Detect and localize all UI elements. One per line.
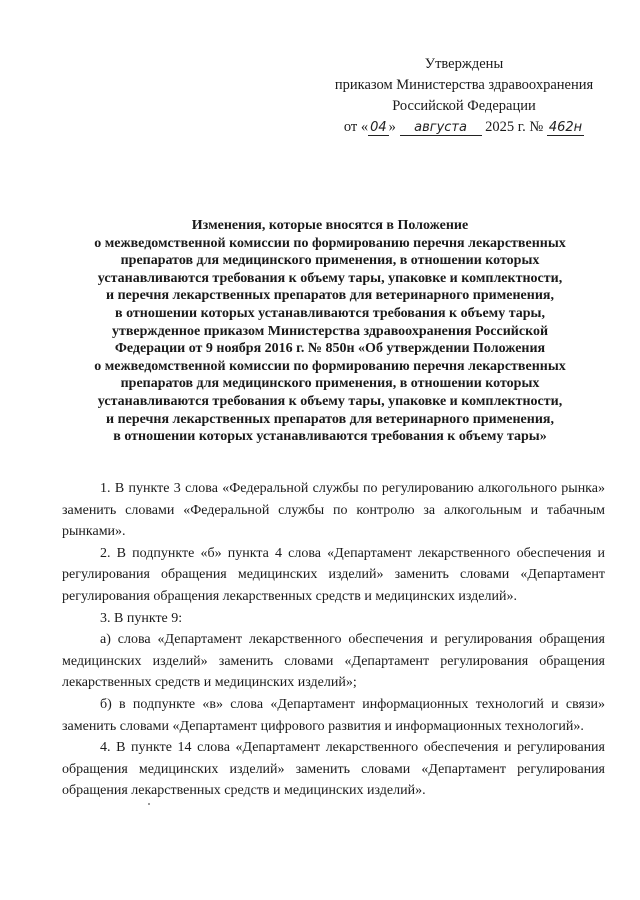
approval-line-2: приказом Министерства здравоохранения — [334, 77, 594, 93]
approval-line-1: Утверждены — [424, 56, 504, 72]
order-number-handwritten: 462н — [548, 120, 583, 135]
paragraph-3: 3. В пункте 9: — [100, 610, 183, 626]
order-day-handwritten: 04 — [370, 120, 387, 135]
title-line: устанавливаются требования к объему тары, упаковке и комплектности, — [97, 270, 563, 286]
order-mid: » — [388, 119, 396, 135]
order-line — [316, 117, 612, 138]
title-line: и перечня лекарственных препаратов для ветеринарного применения, — [106, 288, 554, 304]
title-line: о межведомственной комиссии по формированию перечня лекарственных — [94, 358, 566, 374]
paragraph-2: 2. В подпункте «б» пункта 4 слова «Департамент лекарственного обеспечения и регулирования обращения медицинских изделий» заменить словами «Департамент регулирования обращения лекарственных средств и медицинских изделий». — [62, 545, 605, 604]
document-title — [60, 217, 600, 446]
title-line: о межведомственной комиссии по формированию перечня лекарственных — [94, 235, 566, 251]
order-prefix: от « — [343, 119, 369, 135]
title-line: утвержденное приказом Министерства здравоохранения Российской — [111, 323, 549, 339]
title-line: Федерации от 9 ноября 2016 г. № 850н «Об утверждении Положения — [114, 341, 546, 357]
title-line: препаратов для медицинского применения, в отношении которых — [120, 376, 540, 392]
title-line: в отношении которых устанавливаются требования к объему тары, — [115, 305, 545, 321]
paragraph-4: 4. В пункте 14 слова «Департамент лекарственного обеспечения и регулирования обращения медицинских изделий» заменить словами «Департамент регулирования обращения лекарственных средств и медицинских изделий». — [62, 740, 605, 799]
document-body — [62, 478, 605, 802]
paragraph-3b: б) в подпункте «в» слова «Департамент информационных технологий и связи» заменить словами «Департамент цифрового развития и информационных технологий». — [62, 696, 605, 734]
approval-stamp — [316, 54, 612, 138]
scan-speck — [148, 803, 150, 805]
title-line: препаратов для медицинского применения, в отношении которых — [120, 253, 540, 269]
approval-line-3: Российской Федерации — [392, 98, 536, 114]
title-line: и перечня лекарственных препаратов для ветеринарного применения, — [106, 411, 554, 427]
order-month-handwritten: августа — [400, 120, 482, 136]
paragraph-1: 1. В пункте 3 слова «Федеральной службы по регулированию алкогольного рынка» заменить словами «Федеральной службы по контролю за алкогольным и табачным рынками». — [62, 481, 605, 540]
paragraph-3a: а) слова «Департамент лекарственного обеспечения и регулирования обращения медицинских изделий» заменить словами «Департамент регулирования обращения лекарственных средств и медицинских изделий»; — [62, 632, 605, 691]
order-year: 2025 г. № — [485, 119, 544, 135]
title-line: Изменения, которые вносятся в Положение — [191, 218, 469, 233]
title-line: в отношении которых устанавливаются требования к объему тары» — [113, 429, 547, 445]
title-line: устанавливаются требования к объему тары, упаковке и комплектности, — [97, 393, 563, 409]
